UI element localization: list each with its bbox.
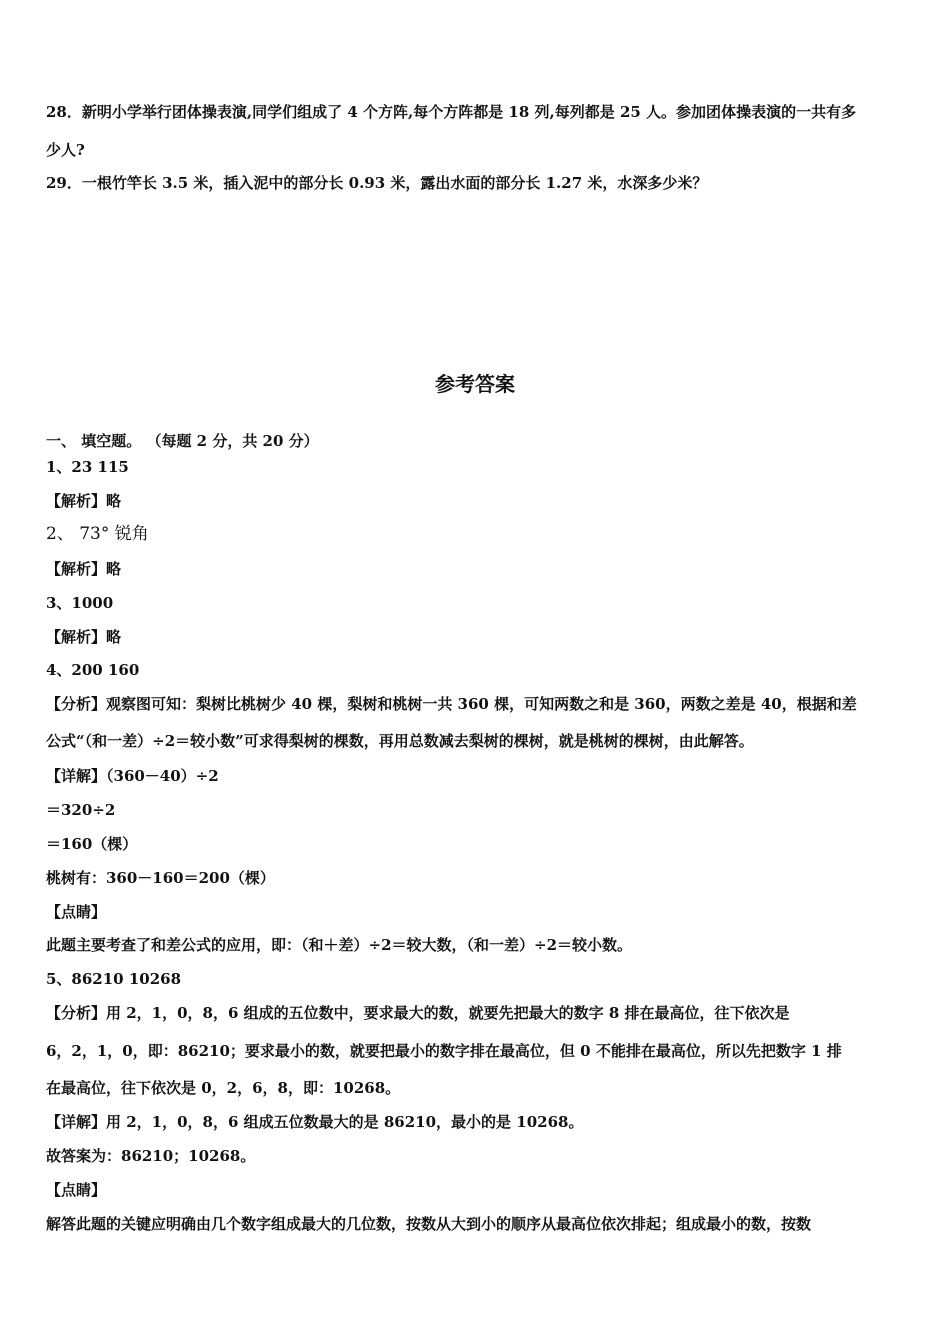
answer-5-conclusion: 故答案为：86210；10268。 (46, 1147, 256, 1165)
answer-5-key-point: 解答此题的关键应明确由几个数字组成最大的几位数，按数从大到小的顺序从最高位依次排起；组成最小的数，按数 (46, 1215, 812, 1233)
analysis-line: 【解析】略 (46, 492, 122, 510)
question-28-line-1: 28．新明小学举行团体操表演,同学们组成了 4 个方阵,每个方阵都是 18 列,每列都是 25 人。参加团体操表演的一共有多 (46, 103, 857, 121)
answer-2: 2、 73° 锐角 (46, 524, 149, 544)
answer-5-analysis-line-3: 在最高位，往下依次是 0，2，6，8，即：10268。 (46, 1079, 401, 1097)
answer-4-detail-line-3: ＝160（棵） (46, 835, 138, 853)
answers-title: 参考答案 (435, 372, 515, 396)
answer-5-analysis-line-2: 6，2，1，0，即：86210；要求最小的数，就要把最小的数字排在最高位，但 0 不能排在最高位，所以先把数字 1 排 (46, 1042, 842, 1060)
answer-4-key-point: 此题主要考查了和差公式的应用，即：（和＋差）÷2＝较大数，（和一差）÷2＝较小数。 (46, 936, 633, 954)
section-1-header: 一、 填空题。 （每题 2 分，共 20 分） (46, 432, 319, 450)
analysis-line: 【解析】略 (46, 628, 122, 646)
answer-4-detail-line-4: 桃树有：360－160＝200（棵） (46, 869, 275, 887)
answer-4-analysis-line-2: 公式“（和一差）÷2＝较小数”可求得梨树的棵数，再用总数减去梨树的棵树，就是桃树的棵树，由此解答。 (46, 732, 754, 750)
answer-5-analysis-line-1: 【分析】用 2，1，0，8，6 组成的五位数中，要求最大的数，就要先把最大的数字 8 排在最高位，往下依次是 (46, 1004, 790, 1022)
answer-3: 3、1000 (46, 594, 114, 612)
answer-4: 4、200 160 (46, 661, 140, 679)
answer-4-detail-line-2: ＝320÷2 (46, 801, 116, 819)
answer-5-detail: 【详解】用 2，1，0，8，6 组成五位数最大的是 86210，最小的是 10268。 (46, 1113, 584, 1131)
answer-5-key-point-label: 【点睛】 (46, 1181, 107, 1199)
answer-4-analysis-line-1: 【分析】观察图可知：梨树比桃树少 40 棵，梨树和桃树一共 360 棵，可知两数之和是 360，两数之差是 40，根据和差 (46, 695, 857, 713)
answer-5: 5、86210 10268 (46, 970, 182, 988)
analysis-line: 【解析】略 (46, 560, 122, 578)
answer-1: 1、23 115 (46, 458, 129, 476)
answer-4-detail-line-1: 【详解】（360－40）÷2 (46, 767, 219, 785)
question-28-line-2: 少人? (46, 141, 85, 159)
question-29: 29．一根竹竿长 3.5 米，插入泥中的部分长 0.93 米，露出水面的部分长 1.27 米，水深多少米？ (46, 174, 708, 192)
answer-4-key-point-label: 【点睛】 (46, 903, 107, 921)
